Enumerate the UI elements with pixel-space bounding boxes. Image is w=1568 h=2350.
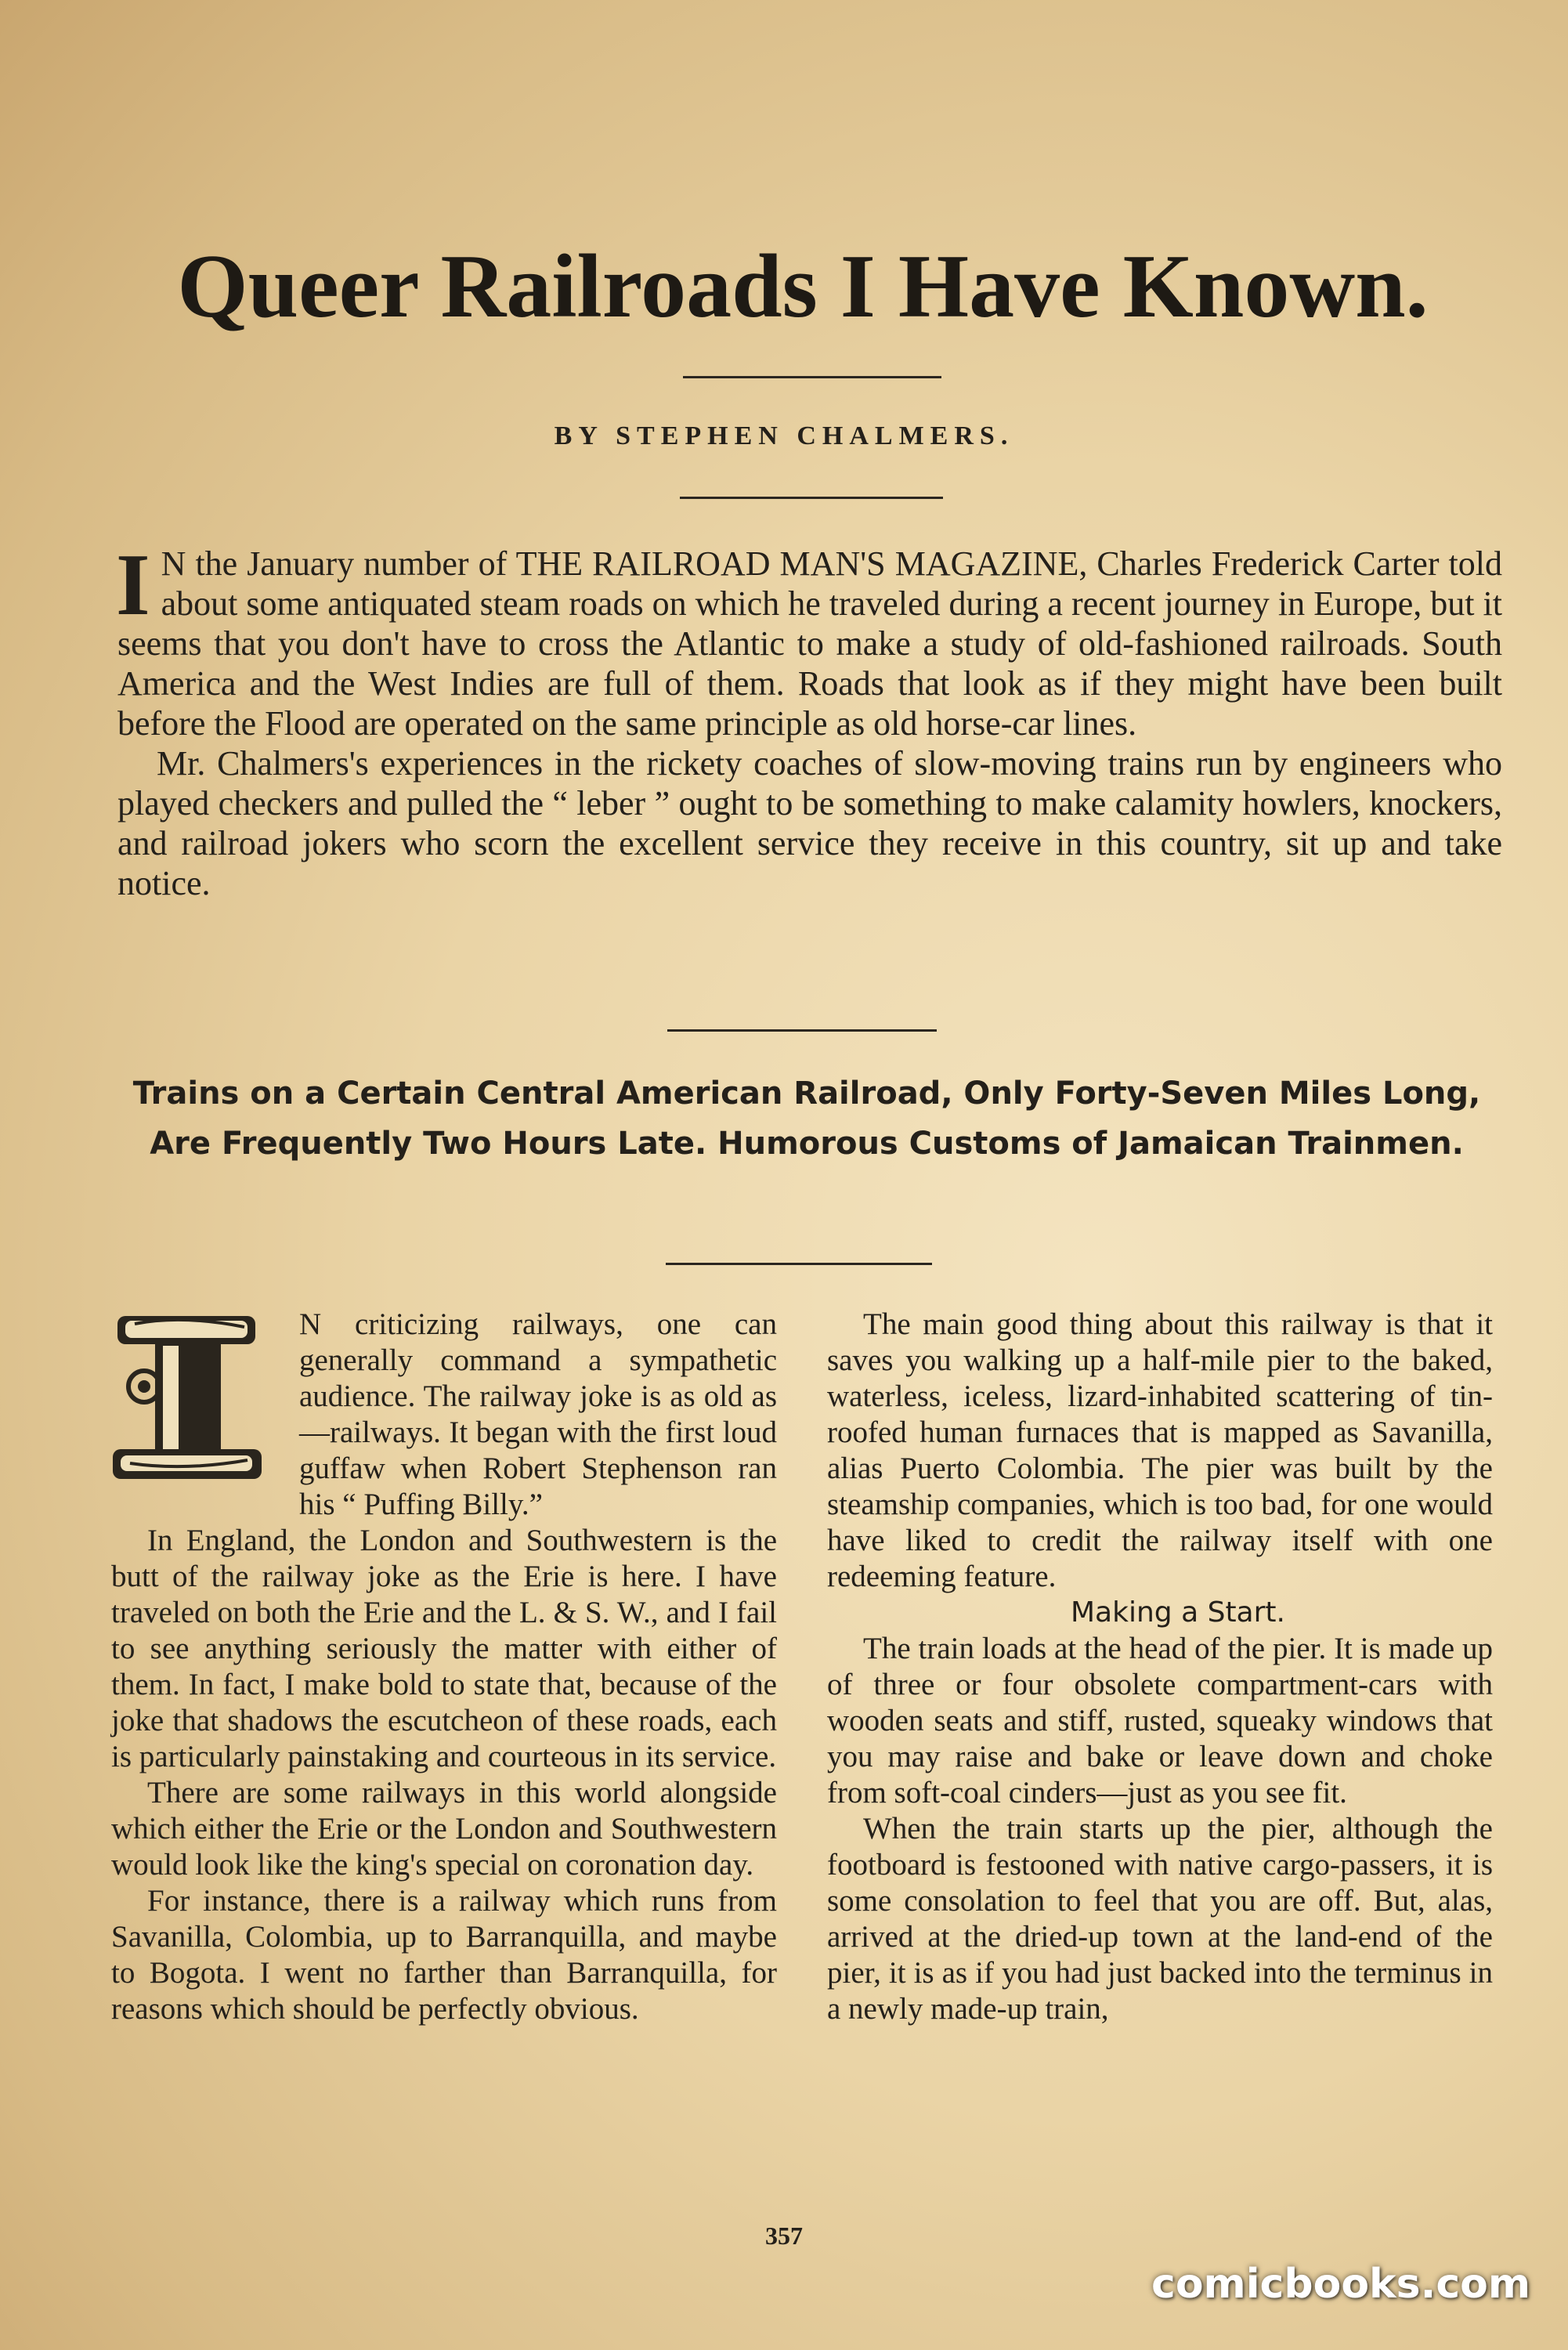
subhead-rule: [666, 1263, 932, 1265]
page-number: 357: [765, 2222, 803, 2250]
right-paragraph-1: The main good thing about this railway is that it saves you walking up a half-mile pier to the baked, waterless, iceless, lizard-inhabited scattering of tin-roofed human furnaces that is mapped as Savanilla, alias Puerto Colombia. The pier was built by the steamship companies, which is too bad, for one would have liked to credit the railway itself with one redeeming feature.: [827, 1307, 1493, 1593]
left-paragraph-4: For instance, there is a railway which runs from Savanilla, Colombia, up to Barranquilla, and maybe to Bogota. I went no farther than Barranquilla, for reasons which should be perfectly obvious.: [111, 1884, 777, 2026]
left-paragraph-2: In England, the London and Southwestern is the butt of the railway joke as the Erie is here. I have traveled on both the Erie and the L. & S. W., and I fail to see anything seriously the matter with either of them. In fact, I make bold to state that, because of the joke that shadows the escutcheon of these roads, each is particularly painstaking and courteous in its service.: [111, 1524, 777, 1773]
left-paragraph-3: There are some railways in this world alongside which either the Erie or the London and Southwestern would look like the king's special on coronation day.: [111, 1776, 777, 1882]
watermark: comicbooks.com: [1151, 2261, 1531, 2308]
intro-paragraph-1: I N the January number of THE RAILROAD MAN'S MAGAZINE, Charles Frederick Carter told about some antiquated steam roads on which he traveled during a recent journey in Europe, but it seems that you don't have to cross the Atlantic to make a study of old-fashioned railroads. South America and the West Indies are full of them. Roads that look as if they might have been built before the Flood are operated on the same principle as old horse-car lines.: [116, 537, 1502, 743]
right-paragraph-3: When the train starts up the pier, although the footboard is festooned with native cargo-passers, it is some consolation to feel that you are off. But, alas, arrived at the dried-up town at the land-end of the pier, it is as if you had just backed into the terminus in a newly made-up train,: [827, 1812, 1493, 2026]
byline: BY STEPHEN CHALMERS.: [554, 421, 1014, 450]
left-paragraph-1: N criticizing railways, one can generally command a sympathetic audience. The railway joke is as old as—railways. It began with the first loud guffaw when Robert Stephenson ran his “ Puffing Billy.”: [299, 1307, 777, 1521]
article-subhead: Trains on a Certain Central American Railroad, Only Forty-Seven Miles Long, Are Frequently Two Hours Late. Humorous Customs of Jamaican Trainmen.: [132, 1076, 1481, 1162]
right-column: [827, 1307, 1493, 2027]
article-title: Queer Railroads I Have Known.: [177, 237, 1429, 337]
byline-rule: [680, 497, 943, 499]
intro-rule: [667, 1029, 937, 1032]
intro-dropcap: I: [116, 537, 150, 634]
left-column: [111, 1307, 777, 2027]
ornamental-dropcap-i-icon: [111, 1308, 284, 1487]
intro-paragraph-2: Mr. Chalmers's experiences in the rickety coaches of slow-moving trains run by engineers who played checkers and pulled the “ leber ” ought to be something to make calamity howlers, knockers, and railroad jokers who scorn the excellent service they receive in this country, sit up and take notice.: [117, 744, 1502, 902]
intro-text: [116, 537, 1502, 903]
right-paragraph-2: The train loads at the head of the pier. It is made up of three or four obsolete compartment-cars with wooden seats and stiff, rusted, squeaky windows that you may raise and bake or leave down and choke from soft-coal cinders—just as you see fit.: [827, 1632, 1493, 1810]
section-heading: Making a Start.: [1071, 1596, 1285, 1629]
title-rule: [683, 376, 941, 378]
